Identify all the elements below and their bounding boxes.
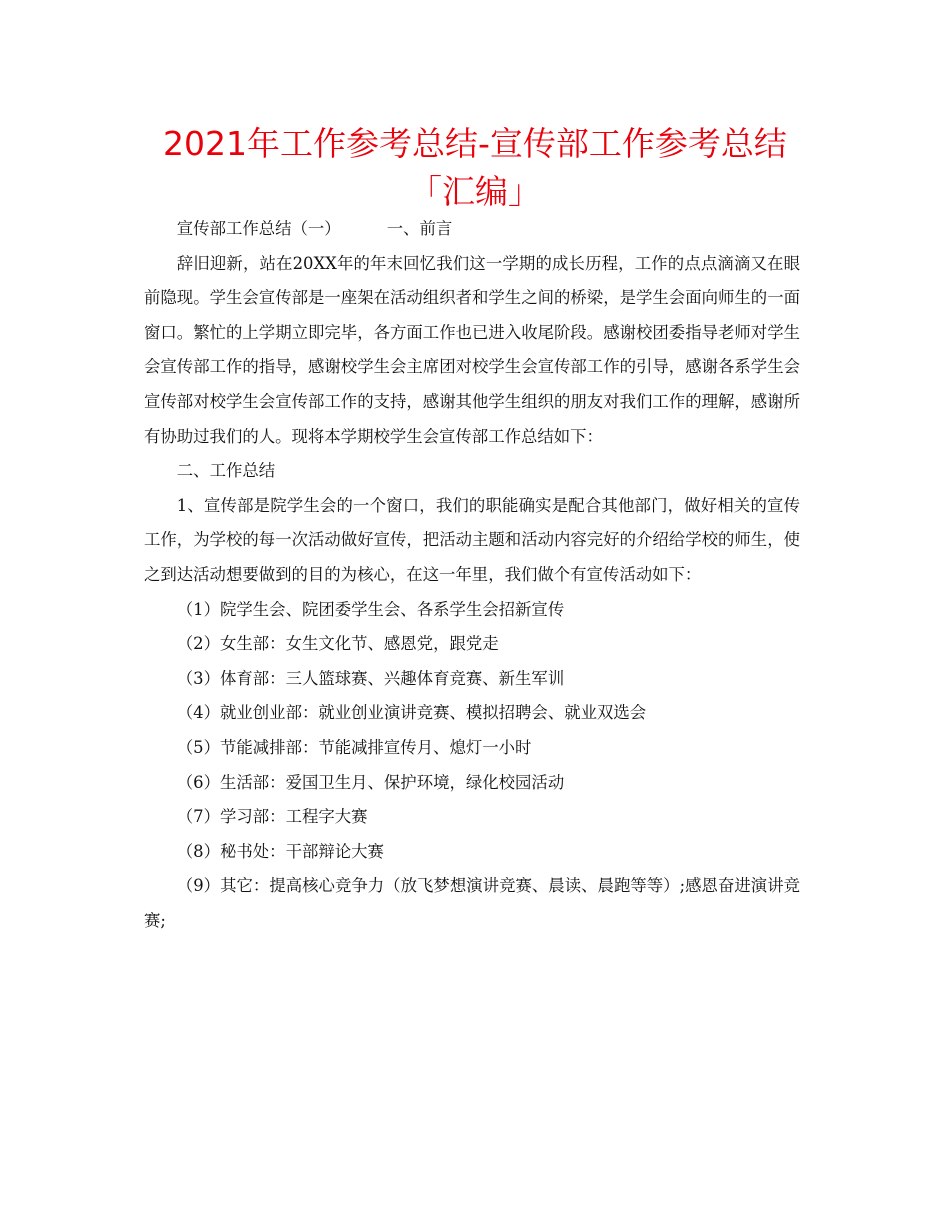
list-item: （8）秘书处：干部辩论大赛	[176, 841, 384, 861]
intro-heading: 宣传部工作总结（一）	[176, 219, 341, 238]
paragraph-2: 1、宣传部是院学生会的一个窗口，我们的职能确实是配合其他部门，做好相关的宣传工作，为学校的每一次活动做好宣传，把活动主题和活动内容完好的介绍给学校的师生，使之到达活动想要做到的目的为核心，在这一年里，我们做个有宣传活动如下：	[144, 495, 800, 584]
intro-line	[144, 212, 800, 247]
list-item: （9）其它：提高核心竞争力（放飞梦想演讲竞赛、晨读、晨跑等等）;感恩奋进演讲竞赛;	[144, 876, 800, 930]
section1-heading: 一、前言	[386, 219, 453, 238]
list-item: （3）体育部：三人篮球赛、兴趣体育竞赛、新生军训	[176, 668, 565, 688]
paragraph-1: 辞旧迎新，站在20XX年的年末回忆我们这一学期的成长历程，工作的点点滴滴又在眼前隐现。学生会宣传部是一座架在活动组织者和学生之间的桥梁，是学生会面向师生的一面窗口。繁忙的上学期立即完毕，各方面工作也已进入收尾阶段。感谢校团委指导老师对学生会宣传部工作的指导，感谢校学生会主席团对校学生会宣传部工作的引导，感谢各系学生会宣传部对校学生会宣传部工作的支持，感谢其他学生组织的朋友对我们工作的理解，感谢所有协助过我们的人。现将本学期校学生会宣传部工作总结如下：	[144, 253, 800, 446]
section2-heading: 二、工作总结	[176, 461, 276, 481]
list-item: （4）就业创业部：就业创业演讲竞赛、模拟招聘会、就业双选会	[176, 703, 647, 723]
list-item: （2）女生部：女生文化节、感恩党，跟党走	[176, 634, 499, 654]
document-body	[144, 212, 800, 938]
list-item: （5）节能减排部：节能减排宣传月、熄灯一小时	[176, 737, 532, 757]
list-item: （6）生活部：爱国卫生月、保护环境，绿化校园活动	[176, 772, 565, 792]
document-title: 2021年工作参考总结-宣传部工作参考总结「汇编」	[163, 124, 787, 211]
list-item: （1）院学生会、院团委学生会、各系学生会招新宣传	[176, 599, 565, 619]
list-item: （7）学习部：工程字大赛	[176, 807, 368, 827]
